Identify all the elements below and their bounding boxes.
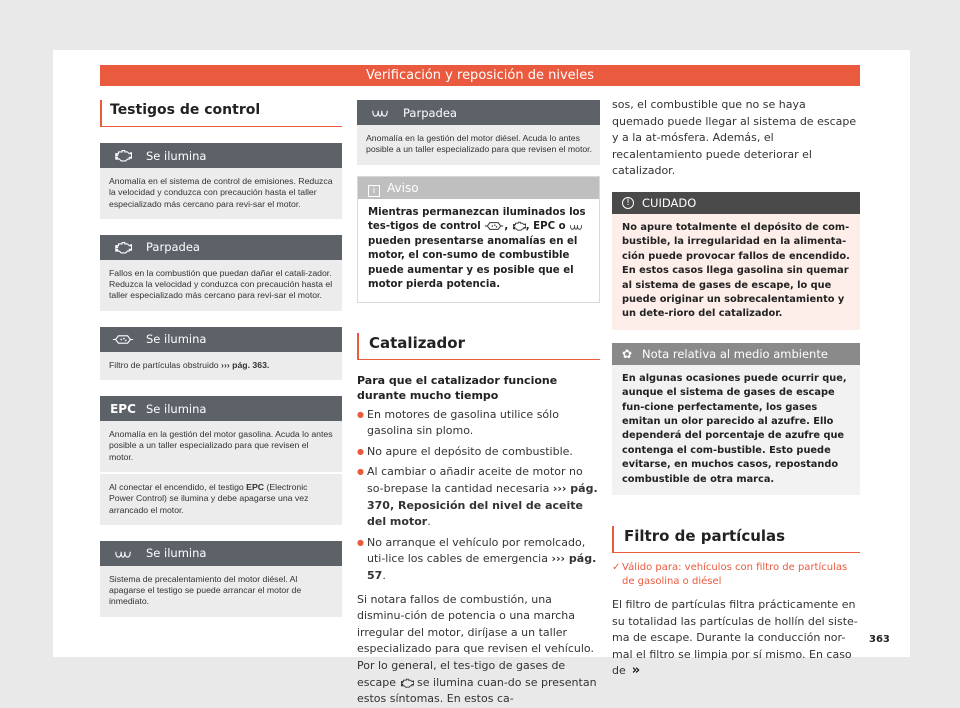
list-item: ● En motores de gasolina utilice sólo gasolina sin plomo.: [357, 407, 600, 440]
aviso-sep: ,: [525, 221, 530, 233]
list-item: [357, 464, 600, 530]
info-icon: i: [368, 185, 380, 197]
particle-filter-icon: [100, 334, 146, 345]
epc-inline-icon: EPC: [533, 221, 556, 233]
page-reference-link[interactable]: ››› pág. 363.: [221, 359, 270, 370]
catalizador-lead: Para que el catalizador funcione durante mucho tiempo: [357, 373, 558, 402]
warning-lamp-state: Se ilumina: [146, 401, 207, 416]
warning-lamp-block: [100, 235, 342, 311]
epc-note-pre: Al conectar el encendido, el testigo: [109, 481, 244, 492]
catalizador-paragraph: [357, 592, 600, 708]
list-item-text: .: [382, 568, 386, 582]
ambiente-box: [612, 343, 860, 495]
cuidado-box: [612, 192, 860, 330]
continue-chevron-icon: »: [631, 663, 641, 679]
aviso-text-pre: Mientras permanezcan iluminados los tes-tigos de control: [368, 206, 586, 233]
warning-lamp-state: Se ilumina: [146, 332, 207, 347]
ambiente-text: En algunas ocasiones puede ocurrir que, aunque el sistema de gases de escape fun-cione perfectamente, los gases emitan un olor parecido al azufre. Ello dependerá del porcentaje de azufre que contenga el com-bustible. Esto puede evitarse, en muchos casos, repostando combustible de otra marca.: [612, 365, 860, 495]
glow-plug-icon: [357, 107, 403, 118]
aviso-sep: o: [558, 221, 566, 233]
caution-icon: !: [622, 197, 634, 209]
filtro-body-text: El filtro de partículas filtra prácticamente en su totalidad las partículas de hollín del siste-ma de escape. Durante la conducción nor-mal el filtro se limpia por sí mismo. En caso de: [612, 598, 858, 678]
warning-lamp-block: [100, 396, 342, 525]
warning-lamp-state: Parpadea: [146, 240, 200, 255]
particle-filter-icon: [484, 221, 504, 231]
epc-note-post: (Electronic Power Control) se ilumina y debe apagarse una vez arrancado el motor.: [109, 481, 309, 515]
aviso-text: [358, 199, 599, 302]
list-item-text: .: [427, 515, 431, 529]
engine-check-icon: [512, 221, 526, 231]
ambiente-header: [612, 343, 860, 365]
warning-lamp-text: Anomalía en el sistema de control de emisiones. Reduzca la velocidad y conduzca con precaución hasta el taller especializado más cercano para revi-sar el motor.: [100, 168, 342, 219]
valido-para: ✓ Válido para: vehículos con filtro de partículas de gasolina o diésel: [612, 561, 860, 588]
warning-lamp-block: [100, 541, 342, 617]
warning-lamp-text: [100, 352, 342, 380]
warning-lamp-text: Anomalía en la gestión del motor gasolina. Acuda lo antes posible a un taller especializado para que revisen el motor.: [100, 421, 342, 472]
aviso-header: [358, 177, 599, 199]
engine-check-icon: [400, 678, 414, 688]
epc-inline-icon: EPC: [246, 481, 265, 492]
warning-lamp-state: Se ilumina: [146, 546, 207, 561]
cuidado-header: [612, 192, 860, 214]
aviso-title: Aviso: [387, 180, 419, 195]
warning-lamp-header: [100, 143, 342, 168]
warning-lamp-block: [100, 327, 342, 380]
catalizador-body: [357, 407, 600, 708]
warning-lamp-header: [100, 235, 342, 260]
page-reference-link[interactable]: ››› pág. 57: [367, 552, 597, 582]
section-title-catalizador: Catalizador: [357, 333, 600, 360]
column-testigos: [100, 100, 342, 617]
list-item-text: No arranque el vehículo por remolcado, uti-lice los cables de emergencia: [367, 535, 586, 566]
warning-lamp-header: [100, 327, 342, 352]
cuidado-title: CUIDADO: [642, 195, 697, 210]
aviso-text-post: pueden presentarse anomalías en el motor, el con-sumo de combustible puede aumentar y es posible que el motor pierda potencia.: [368, 235, 578, 291]
list-item: [357, 535, 600, 585]
engine-check-icon: [100, 241, 146, 254]
aviso-sep: ,: [504, 221, 509, 233]
warning-lamp-block: [100, 143, 342, 219]
warning-lamp-state: Se ilumina: [146, 148, 207, 163]
section-title-testigos: Testigos de control: [100, 100, 342, 127]
column-catalizador: [357, 100, 600, 708]
catalizador-continued: sos, el combustible que no se haya quemado puede llegar al sistema de escape y a la at-mósfera. Además, el recalentamiento puede deteriorar el catalizador.: [612, 98, 857, 178]
paragraph-text: se ilumina cuan-do se presentan estos síntomas. En estos ca-: [357, 675, 597, 706]
glow-plug-icon: [569, 222, 583, 231]
ambiente-title: Nota relativa al medio ambiente: [642, 346, 828, 361]
epc-icon: EPC: [110, 401, 136, 416]
paragraph-text: Si notara fallos de combustión, una disminu-ción de potencia o una marcha irregular del motor, diríjase a un taller especializado para que revisen el vehículo. Por lo general, el tes-tigo de gases de escape: [357, 592, 594, 689]
engine-check-icon: [100, 149, 146, 162]
warning-lamp-header: [357, 100, 600, 125]
warning-lamp-text-main: Filtro de partículas obstruido: [109, 359, 219, 370]
warning-lamp-block: [357, 100, 600, 165]
cuidado-text: No apure totalmente el depósito de com-bustible, la irregularidad en la alimenta-ción puede provocar fallos de encendido. En estos casos llega gasolina sin quemar al sistema de gases de escape, lo que puede originar un sobrecalentamiento y un dete-rioro del catalizador.: [612, 214, 860, 330]
warning-lamp-text: Sistema de precalentamiento del motor diésel. Al apagarse el testigo se puede arrancar el motor de inmediato.: [100, 566, 342, 617]
warning-lamp-text: Anomalía en la gestión del motor diésel. Acuda lo antes posible a un taller especializado para que revisen el motor.: [357, 125, 600, 165]
filtro-body: [612, 597, 860, 680]
warning-lamp-state: Parpadea: [403, 105, 457, 120]
column-filtro: [612, 97, 860, 680]
epc-note: [100, 472, 342, 525]
glow-plug-icon: [100, 548, 146, 559]
page-number: 363: [869, 634, 890, 645]
environment-icon: ✿: [622, 346, 633, 361]
warning-lamp-header: [100, 396, 342, 421]
page-reference-link[interactable]: ››› pág. 370, Reposición del nivel de aceite del motor: [367, 481, 598, 529]
warning-lamp-text: Fallos en la combustión que puedan dañar el catali-zador. Reduzca la velocidad y conduzca con precaución hasta el taller especializado más cercano para revi-sar el motor.: [100, 260, 342, 311]
section-title-filtro: Filtro de partículas: [612, 526, 860, 553]
list-item: ● No apure el depósito de combustible.: [357, 444, 600, 461]
list-item-text: Al cambiar o añadir aceite de motor no so-brepase la cantidad necesaria: [367, 465, 583, 495]
aviso-box: [357, 176, 600, 303]
warning-lamp-header: [100, 541, 342, 566]
chapter-header: Verificación y reposición de niveles: [100, 65, 860, 86]
